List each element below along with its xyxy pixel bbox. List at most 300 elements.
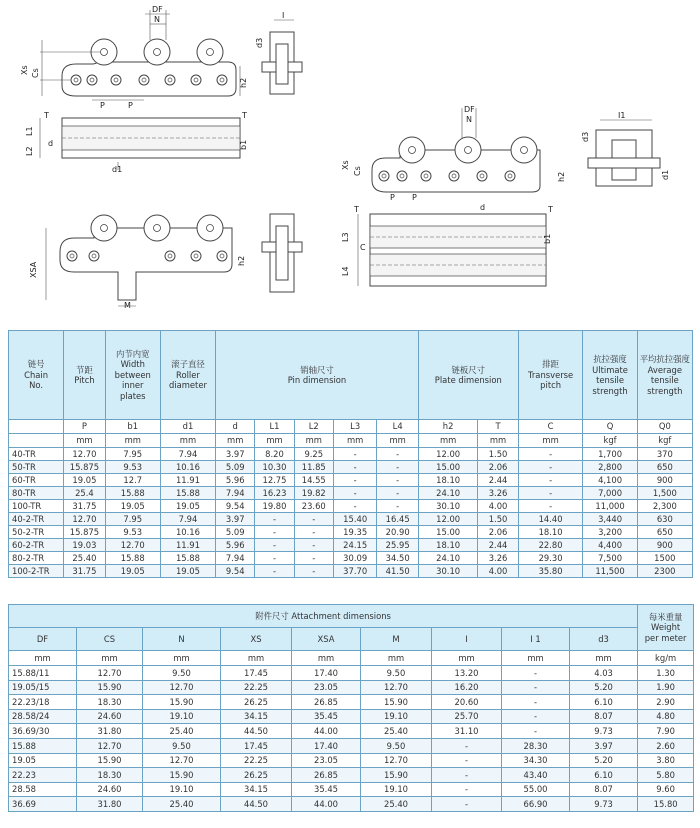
- table-cell: -: [518, 487, 583, 500]
- table-cell: 11,500: [583, 565, 637, 578]
- table-cell: 44.50: [221, 724, 292, 739]
- label-L3: L3: [341, 232, 350, 242]
- header-weight: 每米重量 Weight per meter: [638, 605, 694, 651]
- unit-cell: mm: [502, 651, 570, 666]
- table-cell: 24.60: [77, 709, 143, 724]
- table-cell: 17.40: [292, 738, 361, 753]
- table-cell: 15.90: [77, 753, 143, 768]
- table-cell: 15.00: [418, 526, 477, 539]
- label-L2: L2: [25, 146, 34, 156]
- label-I: I: [282, 11, 285, 20]
- table-cell: 44.00: [292, 797, 361, 812]
- header-ultimate: 抗拉强度 Ultimate tensile strength: [583, 331, 637, 420]
- table-cell: 2,300: [637, 500, 692, 513]
- table-cell: 40-2-TR: [9, 513, 64, 526]
- table-cell: 25.40: [143, 724, 221, 739]
- table-cell: 44.00: [292, 724, 361, 739]
- symbol-cell: XSA: [292, 628, 361, 651]
- symbol-cell: C: [518, 420, 583, 434]
- table-cell: -: [294, 565, 333, 578]
- table-cell: 2.06: [478, 461, 518, 474]
- table-cell: 9.73: [570, 724, 638, 739]
- drawing-double-attachment-side: [581, 111, 670, 186]
- table-cell: 12.7: [105, 474, 160, 487]
- attachment-dimension-rows: [9, 666, 694, 812]
- table-cell: 19.10: [361, 709, 432, 724]
- symbol-cell: N: [143, 628, 221, 651]
- table-cell: 5.09: [216, 526, 255, 539]
- table-cell: -: [377, 487, 418, 500]
- table-cell: 26.85: [292, 695, 361, 710]
- label-T-3: T: [354, 205, 359, 214]
- table-cell: 25.40: [361, 797, 432, 812]
- symbol-cell: I 1: [502, 628, 570, 651]
- table-cell: 19.10: [143, 709, 221, 724]
- table-cell: 43.40: [502, 768, 570, 783]
- table-cell: 19.05: [160, 565, 215, 578]
- table-cell: 4,400: [583, 539, 637, 552]
- table-cell: 10.30: [255, 461, 294, 474]
- table-cell: 3.97: [570, 738, 638, 753]
- table-cell: 19.05: [160, 500, 215, 513]
- table-cell: 50-2-TR: [9, 526, 64, 539]
- label-T2: T: [242, 111, 247, 120]
- label-dl: d1: [661, 169, 670, 180]
- table-row: [9, 513, 693, 526]
- drawing-single-attachment-side: [255, 11, 302, 94]
- table-cell: 7.95: [105, 448, 160, 461]
- table-cell: 5.80: [638, 768, 694, 783]
- symbol-cell: d1: [160, 420, 215, 434]
- table-cell: 15.90: [143, 695, 221, 710]
- label-d3-2: d3: [581, 131, 590, 142]
- attachment-title: 附件尺寸 Attachment dimensions: [9, 605, 638, 628]
- table-cell: 26.25: [221, 695, 292, 710]
- table-cell: 4.00: [478, 565, 518, 578]
- label-N-2: N: [466, 115, 472, 124]
- table-cell: 18.10: [518, 526, 583, 539]
- table-cell: -: [502, 666, 570, 681]
- header-chain-no: 链号 Chain No.: [9, 331, 64, 420]
- table-cell: 2.90: [638, 695, 694, 710]
- table-cell: -: [294, 526, 333, 539]
- table-cell: 9.50: [143, 666, 221, 681]
- table-cell: 23.60: [294, 500, 333, 513]
- table-cell: 26.25: [221, 768, 292, 783]
- drawing-double-attachment-front: [341, 105, 566, 202]
- unit-cell: mm: [518, 434, 583, 448]
- table-cell: 9.50: [361, 738, 432, 753]
- unit-cell: mm: [361, 651, 432, 666]
- table-cell: 25.4: [64, 487, 105, 500]
- table-cell: 24.10: [418, 487, 477, 500]
- header-roller: 滚子直径 Roller diameter: [160, 331, 215, 420]
- label-b1: b1: [239, 139, 248, 150]
- table-cell: 6.10: [570, 768, 638, 783]
- label-h2-2: h2: [557, 171, 566, 182]
- table-cell: 31.75: [64, 565, 105, 578]
- table-row: [9, 474, 693, 487]
- table-cell: 19.35: [333, 526, 377, 539]
- table-cell: 15.88: [9, 738, 77, 753]
- table-row: [9, 768, 694, 783]
- symbol-cell: T: [478, 420, 518, 434]
- table-cell: 50-TR: [9, 461, 64, 474]
- table-cell: 3,200: [583, 526, 637, 539]
- table-cell: 29.30: [518, 552, 583, 565]
- label-d-2: d: [480, 203, 486, 212]
- header-average: 平均抗拉强度 Average tensile strength: [637, 331, 692, 420]
- table-cell: 15.88: [105, 552, 160, 565]
- table-cell: 650: [637, 526, 692, 539]
- table-row: [9, 552, 693, 565]
- label-Xs: Xs: [20, 65, 29, 75]
- table-cell: 20.90: [377, 526, 418, 539]
- symbol-cell: L4: [377, 420, 418, 434]
- table-cell: 2.44: [478, 539, 518, 552]
- symbol-cell: XS: [221, 628, 292, 651]
- label-P-2: P: [390, 193, 395, 202]
- attachment-unit-row: [9, 651, 694, 666]
- table-cell: -: [333, 500, 377, 513]
- label-Cs: Cs: [31, 68, 40, 78]
- table-cell: -: [432, 738, 502, 753]
- table-cell: 24.60: [77, 782, 143, 797]
- label-M: M: [124, 301, 131, 310]
- table-cell: 17.45: [221, 666, 292, 681]
- table-cell: -: [518, 474, 583, 487]
- table-cell: 12.70: [77, 738, 143, 753]
- table-cell: 12.70: [77, 666, 143, 681]
- table-cell: 19.80: [255, 500, 294, 513]
- table-cell: 3.26: [478, 487, 518, 500]
- table-cell: 15.88: [160, 487, 215, 500]
- table-cell: 31.80: [77, 797, 143, 812]
- table-cell: 12.70: [143, 680, 221, 695]
- table-cell: 1,500: [637, 487, 692, 500]
- table-cell: 36.69: [9, 797, 77, 812]
- symbol-cell: L3: [333, 420, 377, 434]
- table-cell: 80-2-TR: [9, 552, 64, 565]
- table-cell: 100-TR: [9, 500, 64, 513]
- table-cell: -: [377, 448, 418, 461]
- table-cell: -: [294, 539, 333, 552]
- label-P2: P: [128, 101, 133, 110]
- table-cell: 100-2-TR: [9, 565, 64, 578]
- table-cell: 19.10: [361, 782, 432, 797]
- unit-cell: mm: [255, 434, 294, 448]
- table-cell: 3.26: [478, 552, 518, 565]
- table-cell: 40-TR: [9, 448, 64, 461]
- table-cell: 2.06: [478, 526, 518, 539]
- label-T: T: [44, 111, 49, 120]
- table-row: [9, 448, 693, 461]
- unit-cell: mm: [418, 434, 477, 448]
- table-cell: 25.40: [143, 797, 221, 812]
- symbol-cell: CS: [77, 628, 143, 651]
- table-cell: -: [333, 474, 377, 487]
- table-cell: 37.70: [333, 565, 377, 578]
- label-L1: L1: [25, 126, 34, 136]
- unit-cell: mm: [478, 434, 518, 448]
- table-row: [9, 738, 694, 753]
- table-cell: 9.54: [216, 565, 255, 578]
- table-cell: 66.90: [502, 797, 570, 812]
- table-cell: 9.50: [143, 738, 221, 753]
- table-cell: 80-TR: [9, 487, 64, 500]
- table-cell: 15.80: [638, 797, 694, 812]
- label-I1: I1: [618, 111, 626, 120]
- table-cell: 15.90: [361, 768, 432, 783]
- label-Cs-2: Cs: [353, 166, 362, 176]
- symbol-cell: DF: [9, 628, 77, 651]
- table-cell: 7,500: [583, 552, 637, 565]
- table-cell: 1,700: [583, 448, 637, 461]
- table-cell: 22.80: [518, 539, 583, 552]
- table-cell: 30.10: [418, 565, 477, 578]
- table-cell: 15.875: [64, 526, 105, 539]
- label-b1-2: b1: [543, 233, 552, 244]
- symbol-cell: Q0: [637, 420, 692, 434]
- table-cell: 44.50: [221, 797, 292, 812]
- unit-cell: mm: [160, 434, 215, 448]
- unit-cell: mm: [143, 651, 221, 666]
- table-cell: 19.05/15: [9, 680, 77, 695]
- table-row: [9, 680, 694, 695]
- table-row: [9, 695, 694, 710]
- label-DF: DF: [152, 5, 163, 14]
- table-cell: 9.25: [294, 448, 333, 461]
- table-cell: 11,000: [583, 500, 637, 513]
- table-cell: 14.55: [294, 474, 333, 487]
- table-cell: 5.09: [216, 461, 255, 474]
- table-cell: 31.80: [77, 724, 143, 739]
- table-cell: 7.94: [216, 487, 255, 500]
- table-cell: 4.03: [570, 666, 638, 681]
- table-cell: 41.50: [377, 565, 418, 578]
- table-cell: -: [255, 526, 294, 539]
- drawing-double-top-view: [341, 203, 553, 286]
- table-cell: 18.30: [77, 695, 143, 710]
- table-cell: 9.73: [570, 797, 638, 812]
- unit-cell: mm: [432, 651, 502, 666]
- table-cell: 12.00: [418, 513, 477, 526]
- label-P-3: P: [412, 193, 417, 202]
- attachment-symbol-row: [9, 628, 694, 651]
- unit-cell: mm: [377, 434, 418, 448]
- unit-cell: kgf: [637, 434, 692, 448]
- table-cell: 22.25: [221, 680, 292, 695]
- table-row: [9, 797, 694, 812]
- table-cell: 22.25: [221, 753, 292, 768]
- table-cell: 23.05: [292, 680, 361, 695]
- label-N: N: [154, 15, 160, 24]
- table-cell: -: [518, 448, 583, 461]
- table-cell: -: [294, 513, 333, 526]
- table-cell: 15.88: [160, 552, 215, 565]
- header-width: 内节内宽 Width between inner plates: [105, 331, 160, 420]
- label-L4: L4: [341, 266, 350, 276]
- table-cell: 15.00: [418, 461, 477, 474]
- table-cell: 1500: [637, 552, 692, 565]
- table-cell: 31.10: [432, 724, 502, 739]
- table-cell: 28.30: [502, 738, 570, 753]
- table-cell: 12.70: [143, 753, 221, 768]
- table-cell: 24.10: [418, 552, 477, 565]
- table-cell: -: [333, 461, 377, 474]
- table-cell: 16.20: [432, 680, 502, 695]
- table-cell: 30.10: [418, 500, 477, 513]
- symbol-cell: I: [432, 628, 502, 651]
- table-cell: 4.80: [638, 709, 694, 724]
- table-cell: 7.94: [216, 552, 255, 565]
- table-cell: 36.69/30: [9, 724, 77, 739]
- table-cell: 9.53: [105, 526, 160, 539]
- table-cell: 19.05: [9, 753, 77, 768]
- table-cell: 35.45: [292, 709, 361, 724]
- label-h2-3: h2: [237, 255, 246, 266]
- symbol-cell: Q: [583, 420, 637, 434]
- table-row: [9, 461, 693, 474]
- table-cell: 7.94: [160, 513, 215, 526]
- table-cell: 28.58: [9, 782, 77, 797]
- table-cell: 11.91: [160, 474, 215, 487]
- table-cell: 25.70: [432, 709, 502, 724]
- table-cell: 9.60: [638, 782, 694, 797]
- table-cell: 12.70: [64, 513, 105, 526]
- table-cell: -: [294, 552, 333, 565]
- table-cell: 25.95: [377, 539, 418, 552]
- label-d3: d3: [255, 37, 264, 48]
- table-cell: 35.45: [292, 782, 361, 797]
- table-row: [9, 666, 694, 681]
- table-cell: -: [502, 680, 570, 695]
- table-cell: -: [255, 513, 294, 526]
- table-cell: 16.45: [377, 513, 418, 526]
- table-cell: 34.50: [377, 552, 418, 565]
- table-cell: 5.96: [216, 474, 255, 487]
- unit-cell: mm: [333, 434, 377, 448]
- unit-cell: mm: [294, 434, 333, 448]
- table-cell: 6.10: [570, 695, 638, 710]
- label-h2: h2: [239, 77, 248, 88]
- table-cell: 10.16: [160, 526, 215, 539]
- table-cell: 7.94: [160, 448, 215, 461]
- table-cell: 55.00: [502, 782, 570, 797]
- table-cell: 9.50: [361, 666, 432, 681]
- table-cell: -: [333, 487, 377, 500]
- table-row: [9, 526, 693, 539]
- technical-drawings: [0, 0, 700, 322]
- table-cell: 5.20: [570, 680, 638, 695]
- table-cell: -: [255, 565, 294, 578]
- table-cell: 19.03: [64, 539, 105, 552]
- table-cell: 630: [637, 513, 692, 526]
- table-cell: 5.20: [570, 753, 638, 768]
- table-cell: -: [432, 797, 502, 812]
- drawing-bent-attachment-side: [262, 214, 302, 292]
- unit-row: [9, 434, 693, 448]
- chain-dimension-rows: [9, 448, 693, 578]
- label-Xs-2: Xs: [341, 160, 350, 170]
- table-cell: -: [377, 500, 418, 513]
- header-plate: 链板尺寸 Plate dimension: [418, 331, 518, 420]
- label-d: d: [48, 139, 54, 148]
- unit-cell: mm: [292, 651, 361, 666]
- table-cell: 2.60: [638, 738, 694, 753]
- table-cell: 22.23: [9, 768, 77, 783]
- table-cell: 8.07: [570, 709, 638, 724]
- table-cell: 1.30: [638, 666, 694, 681]
- chain-dimension-table: [8, 330, 693, 578]
- unit-cell: mm: [105, 434, 160, 448]
- table-cell: 3,440: [583, 513, 637, 526]
- drawing-bent-attachment-front: [29, 215, 246, 310]
- table-cell: 24.15: [333, 539, 377, 552]
- table-cell: 2300: [637, 565, 692, 578]
- symbol-row: [9, 420, 693, 434]
- symbol-cell: h2: [418, 420, 477, 434]
- table-cell: 15.88: [105, 487, 160, 500]
- table-cell: 8.20: [255, 448, 294, 461]
- symbol-cell: M: [361, 628, 432, 651]
- table-cell: 60-2-TR: [9, 539, 64, 552]
- symbol-cell: d: [216, 420, 255, 434]
- table-cell: 25.40: [361, 724, 432, 739]
- table-cell: 2,800: [583, 461, 637, 474]
- table-row: [9, 782, 694, 797]
- chain-drawings-svg: [0, 0, 700, 322]
- table-cell: 9.53: [105, 461, 160, 474]
- table-cell: 5.96: [216, 539, 255, 552]
- table-row: [9, 709, 694, 724]
- label-d1: d1: [112, 165, 123, 174]
- table-cell: 23.05: [292, 753, 361, 768]
- table-cell: 12.70: [64, 448, 105, 461]
- symbol-cell: P: [64, 420, 105, 434]
- unit-cell: mm: [221, 651, 292, 666]
- table-cell: 28.58/24: [9, 709, 77, 724]
- table-cell: 3.97: [216, 513, 255, 526]
- table-cell: 7,000: [583, 487, 637, 500]
- table-cell: 17.45: [221, 738, 292, 753]
- table-cell: 14.40: [518, 513, 583, 526]
- drawing-single-top-view: [25, 111, 248, 174]
- label-DF-2: DF: [464, 105, 475, 114]
- table-cell: 11.85: [294, 461, 333, 474]
- unit-cell: mm: [77, 651, 143, 666]
- table-cell: 1.50: [478, 513, 518, 526]
- table-cell: 4,100: [583, 474, 637, 487]
- drawing-single-attachment-front: [20, 5, 248, 110]
- symbol-cell: d3: [570, 628, 638, 651]
- table-cell: 900: [637, 539, 692, 552]
- table-cell: 15.90: [361, 695, 432, 710]
- table-cell: 15.40: [333, 513, 377, 526]
- table-cell: -: [255, 539, 294, 552]
- table-row: [9, 487, 693, 500]
- table-cell: 60-TR: [9, 474, 64, 487]
- symbol-cell: b1: [105, 420, 160, 434]
- table-cell: -: [502, 724, 570, 739]
- table-cell: 13.20: [432, 666, 502, 681]
- table-cell: 8.07: [570, 782, 638, 797]
- table-cell: 22.23/18: [9, 695, 77, 710]
- table-cell: 4.00: [478, 500, 518, 513]
- table-cell: 19.82: [294, 487, 333, 500]
- table-cell: 11.91: [160, 539, 215, 552]
- header-pin: 销轴尺寸 Pin dimension: [216, 331, 419, 420]
